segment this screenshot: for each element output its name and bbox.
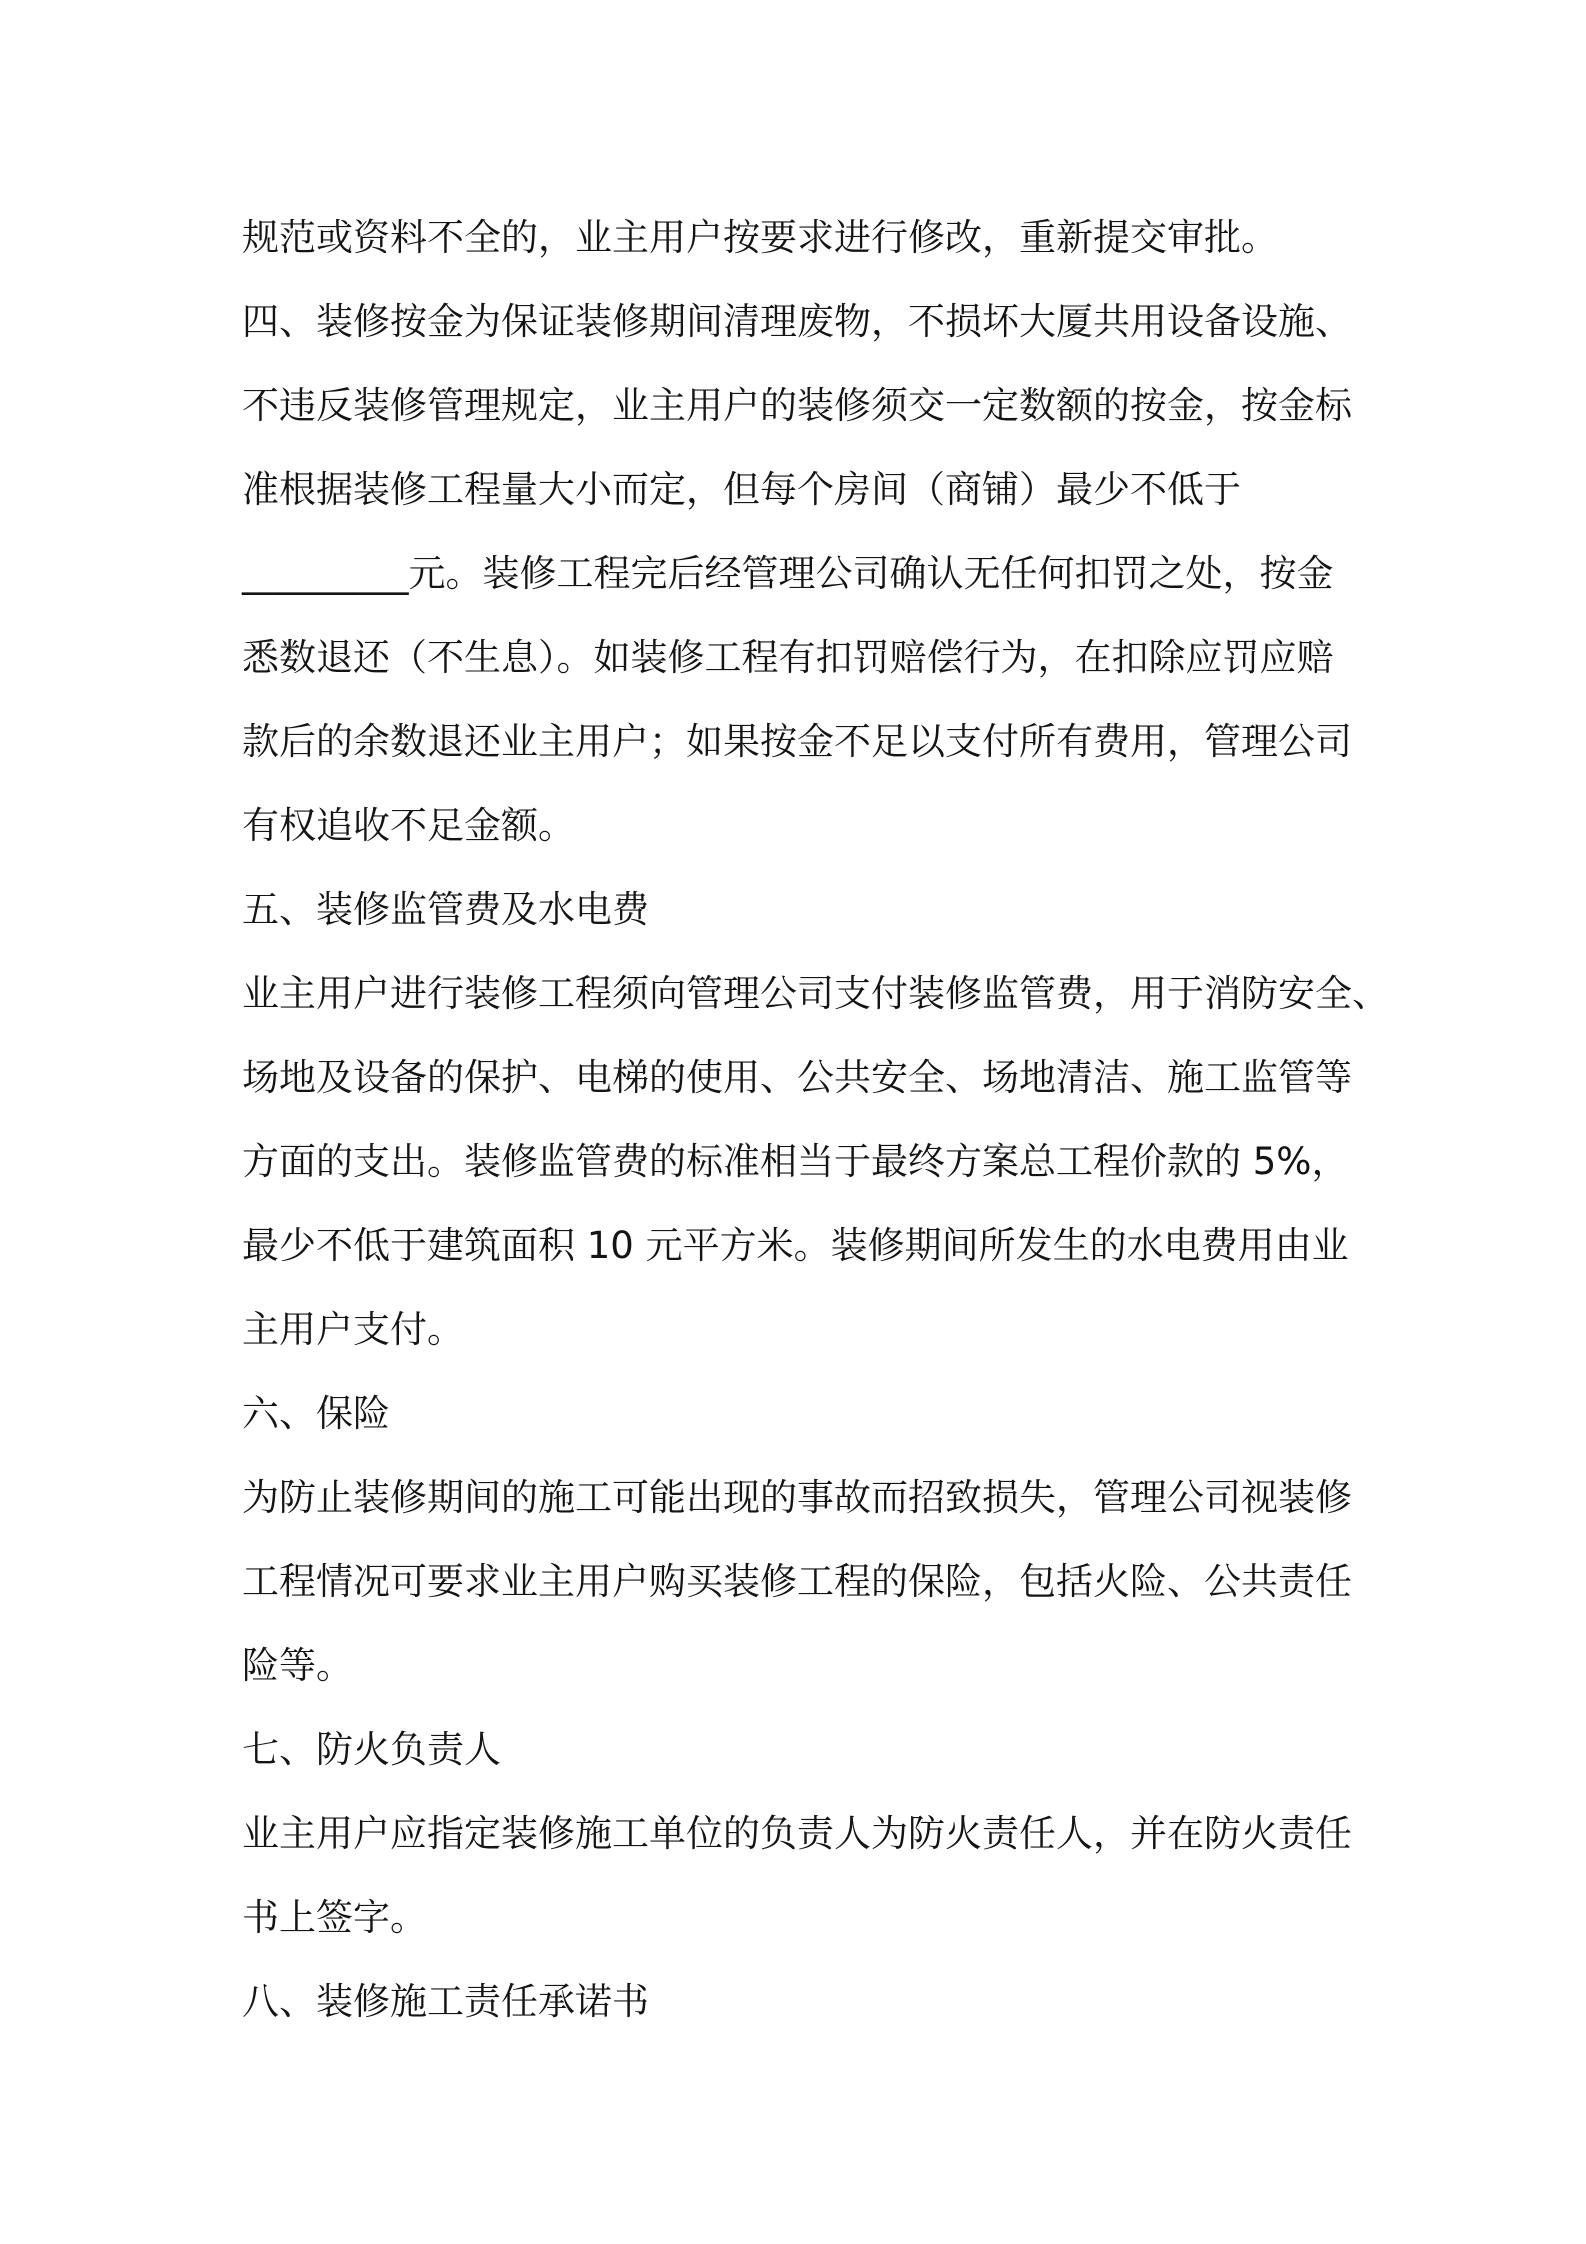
text-line: 工程情况可要求业主用户购买装修工程的保险，包括火险、公共责任 xyxy=(242,1560,1352,1603)
section-8-heading: 八、装修施工责任承诺书 xyxy=(242,1980,649,2023)
text-line: 款后的余数退还业主用户；如果按金不足以支付所有费用，管理公司 xyxy=(242,720,1352,763)
text-line: 业主用户进行装修工程须向管理公司支付装修监管费，用于消防安全、 xyxy=(242,972,1389,1015)
text-line: 险等。 xyxy=(242,1644,353,1687)
text-line: 有权追收不足金额。 xyxy=(242,804,575,847)
text-line: 为防止装修期间的施工可能出现的事故而招致损失，管理公司视装修 xyxy=(242,1476,1352,1519)
text-line: 场地及设备的保护、电梯的使用、公共安全、场地清洁、施工监管等 xyxy=(242,1056,1352,1099)
section-4-deposit: 四、装修按金为保证装修期间清理废物，不损坏大厦共用设备设施、 xyxy=(242,300,1352,343)
text-line: 悉数退还（不生息）。如装修工程有扣罚赔偿行为，在扣除应罚应赔 xyxy=(242,636,1334,679)
text-line: 书上签字。 xyxy=(242,1896,427,1939)
section-7-heading: 七、防火负责人 xyxy=(242,1728,501,1771)
section-5-heading: 五、装修监管费及水电费 xyxy=(242,888,649,931)
text-line: 主用户支付。 xyxy=(242,1308,464,1351)
text-line-deposit-amount-blank: _________元。装修工程完后经管理公司确认无任何扣罚之处，按金 xyxy=(242,552,1334,595)
text-line: 方面的支出。装修监管费的标准相当于最终方案总工程价款的 5%， xyxy=(242,1140,1349,1183)
text-line-continuation: 规范或资料不全的，业主用户按要求进行修改，重新提交审批。 xyxy=(242,216,1278,259)
text-line: 最少不低于建筑面积 10 元平方米。装修期间所发生的水电费用由业 xyxy=(242,1224,1349,1267)
text-line: 业主用户应指定装修施工单位的负责人为防火责任人，并在防火责任 xyxy=(242,1812,1352,1855)
document-body xyxy=(242,196,1389,2044)
section-6-heading: 六、保险 xyxy=(242,1392,390,1435)
text-line: 准根据装修工程量大小而定，但每个房间（商铺）最少不低于 xyxy=(242,468,1241,511)
text-line: 不违反装修管理规定，业主用户的装修须交一定数额的按金，按金标 xyxy=(242,384,1352,427)
